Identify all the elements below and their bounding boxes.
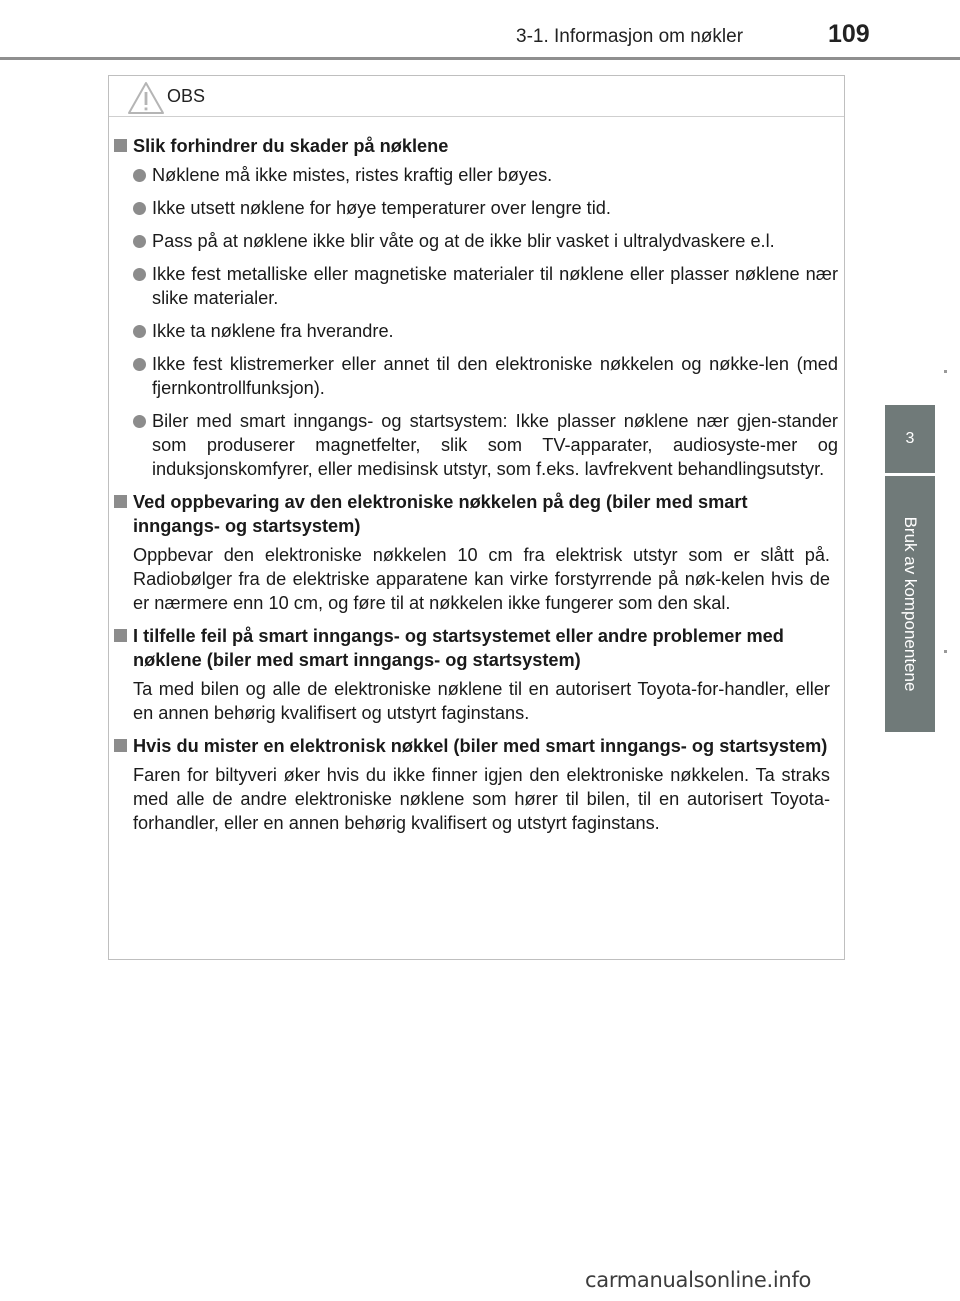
section-heading: I tilfelle feil på smart inngangs- og startsystemet eller andre problemer med nøklene (biler med smart inngangs- og startsystem) xyxy=(114,624,838,672)
square-bullet-icon xyxy=(114,139,127,152)
page-number: 109 xyxy=(828,20,870,48)
list-item: Nøklene må ikke mistes, ristes kraftig eller bøyes. xyxy=(114,163,838,187)
footer-watermark: carmanualsonline.info xyxy=(585,1268,812,1292)
section-heading: Hvis du mister en elektronisk nøkkel (biler med smart inngangs- og startsystem) xyxy=(114,734,838,758)
list-item: Ikke fest klistremerker eller annet til den elektroniske nøkkelen og nøkke-len (med fjernkontrollfunksjon). xyxy=(114,352,838,400)
section-heading: Slik forhindrer du skader på nøklene xyxy=(114,134,838,158)
list-item: Ikke ta nøklene fra hverandre. xyxy=(114,319,838,343)
square-bullet-icon xyxy=(114,495,127,508)
section-paragraph: Oppbevar den elektroniske nøkkelen 10 cm fra elektrisk utstyr som er slått på. Radiobølger fra de elektriske apparatene kan virke forstyrrende på nøk-kelen hvis de er nærmere enn 10 cm, og føre til at nøkkelen ikke fungerer som den skal. xyxy=(133,545,830,613)
page-header xyxy=(0,0,960,60)
section-heading: Ved oppbevaring av den elektroniske nøkkelen på deg (biler med smart inngangs- og startsystem) xyxy=(114,490,838,538)
list-item: Biler med smart inngangs- og startsystem: Ikke plasser nøklene nær gjen-stander som produserer magnetfelter, slik som TV-apparater, audiosyste-mer og induksjonskomfyrer, eller medisinsk utstyr, som f.eks. lavfrekvent behandlingsutstyr. xyxy=(114,409,838,481)
margin-mark xyxy=(944,650,947,653)
square-bullet-icon xyxy=(114,739,127,752)
round-bullet-icon xyxy=(133,169,146,182)
round-bullet-icon xyxy=(133,358,146,371)
round-bullet-icon xyxy=(133,415,146,428)
round-bullet-icon xyxy=(133,325,146,338)
list-item: Pass på at nøklene ikke blir våte og at de ikke blir vasket i ultralydvaskere e.l. xyxy=(114,229,838,253)
section-paragraph: Ta med bilen og alle de elektroniske nøklene til en autorisert Toyota-for-handler, eller en annen behørig kvalifisert og utstyrt faginstans. xyxy=(133,679,830,723)
chapter-title: Bruk av komponentene xyxy=(901,516,920,692)
list-item: Ikke fest metalliske eller magnetiske materialer til nøklene eller plasser nøklene nær slike materialer. xyxy=(114,262,838,310)
notice-header xyxy=(109,76,844,117)
notice-content xyxy=(114,134,838,844)
section-title: 3-1. Informasjon om nøkler xyxy=(516,26,744,47)
warning-triangle-icon xyxy=(127,81,165,115)
margin-mark xyxy=(944,370,947,373)
round-bullet-icon xyxy=(133,235,146,248)
square-bullet-icon xyxy=(114,629,127,642)
round-bullet-icon xyxy=(133,202,146,215)
header-rule xyxy=(0,57,960,60)
section-paragraph: Faren for biltyveri øker hvis du ikke finner igjen den elektroniske nøkkelen. Ta straks med alle de andre elektroniske nøklene som hører til bilen, til en autorisert Toyota-forhandler, eller en annen behørig kvalifisert og utstyrt faginstans. xyxy=(133,765,830,833)
notice-label: OBS xyxy=(167,86,206,106)
round-bullet-icon xyxy=(133,268,146,281)
chapter-number-tab: 3 xyxy=(885,405,935,473)
list-item: Ikke utsett nøklene for høye temperaturer over lengre tid. xyxy=(114,196,838,220)
chapter-title-tab xyxy=(885,476,935,732)
